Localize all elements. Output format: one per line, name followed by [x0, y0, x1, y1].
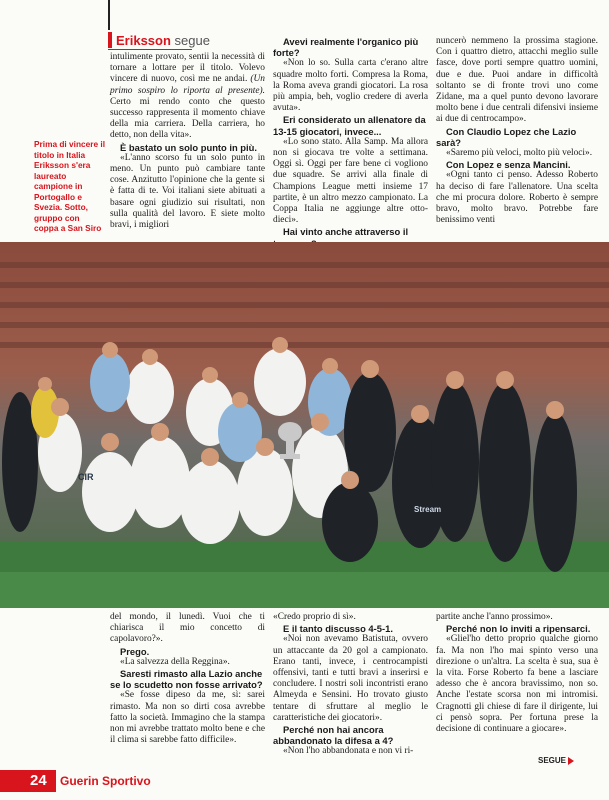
bottom-column-1: [110, 612, 265, 746]
article-paragraph: [436, 634, 598, 735]
paragraph-text: «Non lo so. Sulla carta c'erano altre squadre molto forti. Compresa la Roma, la Roma aveva grandi giocatori. La rosa più ampia, beh, voglio credere di averla avuta».: [273, 58, 428, 114]
interview-question: Avevi realmente l'organico più forte?: [273, 36, 419, 59]
paragraph-text: «Noi non avevamo Batistuta, ovvero un attaccante da 20 gol a campionato. Erano tanti, invece, i centrocampisti offensivi, tanti e tutti bravi a inserirsi e concludere. I nostri soli incontristi erano Almeyda e Sensini. Ho trovato giusto tentare di sfruttare al meglio le caratteristiche dei giocatori».: [273, 634, 428, 723]
page-number-box: [0, 770, 56, 792]
photo-shirt-text: Stream: [414, 505, 442, 514]
continue-text: SEGUE: [538, 756, 567, 765]
paragraph-text: intulimente provato, sentii la necessità di tornare a lottare per il titolo. Volevo vincere di nuovo, così me ne andai.: [110, 52, 265, 85]
paragraph-text: «Credo proprio di sì».: [273, 612, 356, 622]
top-column-3: [436, 36, 598, 226]
bottom-column-3: [436, 612, 598, 735]
article-paragraph: [436, 148, 598, 159]
magazine-name: Guerin Sportivo: [60, 774, 151, 788]
article-paragraph: [273, 58, 428, 114]
article-paragraph: [110, 612, 265, 646]
article-paragraph: [436, 612, 598, 623]
photo-illustration: [0, 242, 609, 608]
article-paragraph: [436, 36, 598, 126]
header-underline: [108, 49, 192, 50]
paragraph-text: «L'anno scorso fu un solo punto in meno. Un punto può cambiare tante cose. Anzitutto l'opinione che la gente si è fatta di te. Voi italiani siete abituati a basare ogni giudizio sui risultati, non sulla qualità del lavoro. E siete molto bravi, i migliori: [110, 152, 265, 231]
article-paragraph: [273, 634, 428, 724]
paragraph-text: Certo mi rendo conto che questo successo rappresenta il momento chiave della mia carriera. Della carriera, ho detto, non della vita».: [110, 96, 265, 141]
paragraph-text: «Ogni tanto ci penso. Adesso Roberto ha deciso di fare l'allenatore. Una scelta che mi procura dolore. Roberto è sempre bravo, molto bravo. Potrebbe fare benissimo venti: [436, 170, 598, 226]
paragraph-text: nuncerò nemmeno la prossima stagione. Con i quattro dietro, attacchi meglio sulle fasce, dove porti sempre quattro uomini, due e due. Puoi andare in difficoltà soltanto se di fronte trovi uno come Zidane, ma a quel punto devono lavorare molto bene i due centrali difensivi insieme ai due di centrocampo».: [436, 36, 598, 125]
interview-question: Perché non hai ancora abbandonato la difesa a 4?: [273, 724, 394, 747]
article-paragraph: [436, 170, 598, 226]
interview-question: È bastato un solo punto in più.: [120, 141, 257, 153]
article-paragraph: [110, 690, 265, 746]
interview-question: Con Lopez e senza Mancini.: [446, 159, 571, 171]
header-segue: segue: [174, 33, 210, 48]
paragraph-text: «Non l'ho abbandonata e non vi ri-: [283, 746, 414, 757]
team-celebration-photo: [0, 242, 609, 608]
paragraph-text: partite anche l'anno prossimo».: [436, 612, 553, 622]
photo-banner-text: CIR: [78, 472, 94, 482]
paragraph-text: «Lo sono stato. Alla Samp. Ma allora non si giocava tre volte a settimana. Oggi sì. Oggi per fare bene ci vogliono due squadre. Se arrivi alla finale di Champions League metti insieme 17 partite, è un altro mezzo campionato. La Coppa Italia ne aggiunge altre otto-dieci».: [273, 136, 428, 226]
paragraph-text: «La salvezza della Reggina».: [120, 656, 230, 667]
paragraph-text: «Gliel'ho detto proprio qualche giorno fa. Ma non l'ho mai spinto verso una direzione o un'altra. La scelta è sua, sua è la vita. Forse Roberto fa bene a lasciare adesso che è ancora bravissimo, non so. Anche l'estate scorsa non mi intromisi. Cragnotti gli chiese di fare il dirigente, lui ci pensò sopra. Per fortuna prese la decisione di continuare a giocare».: [436, 634, 598, 735]
italic-aside: (Un primo sospiro lo riporta al presente).: [110, 74, 265, 96]
page-number: 24: [30, 772, 47, 789]
interview-question: Saresti rimasto alla Lazio anche se lo scudetto non fosse arrivato?: [110, 668, 263, 691]
article-paragraph: [273, 612, 428, 623]
interview-question: Con Claudio Lopez che Lazio sarà?: [436, 125, 577, 148]
article-paragraph: [273, 746, 428, 757]
article-paragraph: [110, 153, 265, 231]
paragraph-text: «Se fosse dipeso da me, sì: sarei rimasto. Ma non so dirti cosa avrebbe fatto la società. Immagino che la stampa non mi avrebbe trattato molto bene e che il clima si sarebbe fatto difficile».: [110, 690, 265, 746]
interview-question: Eri considerato un allenatore da 13-15 giocatori, invece...: [273, 114, 426, 137]
article-paragraph: [110, 52, 265, 142]
header-accent-bar: [108, 32, 112, 48]
header-name: Eriksson: [116, 33, 171, 48]
continue-arrow-icon: [568, 757, 574, 765]
interview-question: E il tanto discusso 4-5-1.: [283, 623, 393, 635]
interview-question: Perché non lo inviti a ripensarci.: [446, 623, 591, 635]
interview-question: Prego.: [120, 645, 150, 657]
header-rule-top: [108, 0, 110, 30]
top-column-2: [273, 36, 428, 249]
top-column-1: [110, 52, 265, 231]
article-paragraph: [273, 137, 428, 227]
photo-caption: Prima di vincere il titolo in Italia Eriksson s'era laureato campione in Portogallo e Svezia. Sotto, gruppo con coppa a San Siro: [34, 139, 106, 233]
paragraph-text: «Saremo più veloci, molto più veloci».: [446, 148, 593, 159]
page-footer: [0, 770, 609, 800]
continue-marker: [538, 756, 574, 765]
bottom-column-2: [273, 612, 428, 758]
article-header: [116, 33, 210, 48]
article-paragraph: [110, 657, 265, 668]
interview-question: Hai vinto anche attraverso il: [283, 226, 409, 238]
paragraph-text: del mondo, il lunedì. Vuoi che ti chiarisca il mio concetto di capolavoro?».: [110, 612, 265, 645]
